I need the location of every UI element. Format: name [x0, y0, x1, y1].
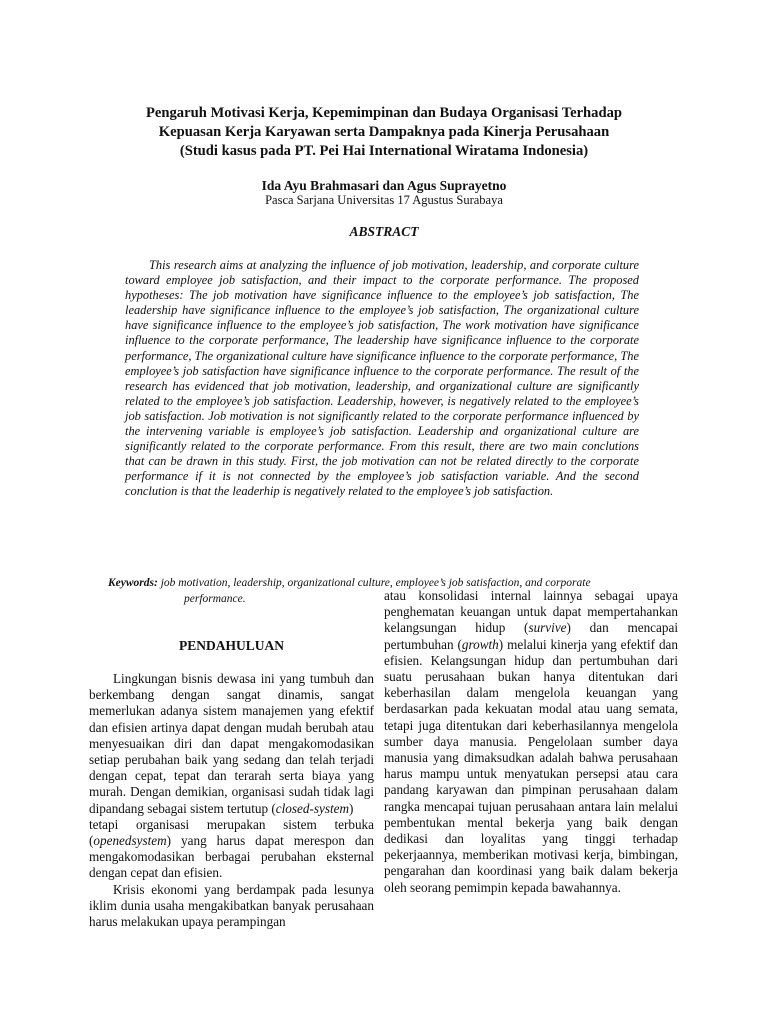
right-paragraph	[384, 588, 678, 896]
left-paragraph-3: Krisis ekonomi yang berdampak pada lesunya iklim dunia usaha mengakibatkan banyak perusahaan harus melakukan upaya perampingan	[89, 881, 374, 930]
abstract-body: This research aims at analyzing the influence of job motivation, leadership, and corporate culture toward employee job satisfaction, and their impact to the corporate performance. The proposed hypotheses: The job motivation have significance influence to the employee’s job satisfaction, The leadership have significance influence to the employee’s job satisfaction, The organizational culture have significance influence to the employee’s job satisfaction, The work motivation have significance influence to the corporate performance, The leadership have significance influence to the corporate performance, The organizational culture have significance influence to the corporate performance, The employee’s job satisfaction have significance influence to the corporate performance. The result of the research has evidenced that job motivation, leadership, and organizational culture are significantly related to the employee’s job satisfaction. Leadership, however, is negatively related to the employee’s job satisfaction. Job motivation is not significantly related to the corporate performance influenced by the intervening variable is employee’s job satisfaction. Leadership and organizational culture are significantly related to the corporate performance. From this result, there are two main conclutions that can be drawn in this study. First, the job motivation can not be related directly to the corporate performance if it is not connected by the employee’s job satisfaction variable. And the second conclution is that the leaderhip is negatively related to the employee’s job satisfaction.	[125, 258, 639, 499]
keywords-text: job motivation, leadership, organizational culture, employee’s job satisfaction, and corporate	[160, 577, 591, 589]
left-p2-start: tetapi organisasi merupakan sistem terbuka (	[89, 816, 374, 849]
right-em-a: survive	[528, 620, 567, 636]
left-p1-em: closed-system	[275, 800, 350, 816]
affiliation: Pasca Sarjana Universitas 17 Agustus Surabaya	[265, 193, 503, 207]
left-p1-text: Lingkungan bisnis dewasa ini yang tumbuh dan berkembang dengan sangat dinamis, sangat memerlukan adanya sistem manajemen yang efektif dan efisien artinya dapat dengan mudah berubah atau menyesuaikan diri dan dapat mengakomodasikan setiap perubahan baik yang sedang dan telah terjadi dengan cepat, tepat dan terarah serta biaya yang murah. Dengan demikian, organisasi sudah tidak lagi dipandang sebagai sistem tertutup (	[89, 671, 374, 816]
title-line-2: Kepuasan Kerja Karyawan serta Dampaknya pada Kinerja Perusahaan	[158, 124, 610, 140]
title-line-3: (Studi kasus pada PT. Pei Hai International Wiratama Indonesia)	[179, 143, 589, 159]
right-column	[384, 588, 678, 896]
paper-title	[120, 104, 648, 161]
right-text-a: atau konsolidasi internal lainnya sebagai upaya penghematan keuangan untuk dapat mempertahankan kelangsungan hidup (	[384, 588, 678, 636]
left-paragraph-1	[89, 671, 374, 817]
left-p1-end: )	[349, 800, 354, 816]
right-text-c: ) melalui kinerja yang efektif dan efisien. Kelangsungan hidup dan pertumbuhan dari suatu perusahaan bukan hanya ditentukan dari keberhasilan dalam mengelola keuangan yang berdasarkan pada kekuatan modal atau uang semata, tetapi juga ditentukan dari keberhasilannya mengelola sumber daya manusia. Pengelolaan sumber daya manusia yang dimaksudkan adalah bahwa perusahaan harus mampu untuk menyatukan persepsi atau cara pandang karyawan dan pimpinan perusahaan dalam rangka mencapai tujuan perusahaan antara lain melalui pembentukan mental bekerja yang baik dengan dedikasi dan loyalitas yang tinggi terhadap pekerjaannya, memberikan motivasi kerja, bimbingan, pengarahan dan koordinasi yang baik dalam bekerja oleh seorang pemimpin kepada bawahannya.	[384, 636, 678, 895]
right-em-b: growth	[461, 636, 499, 652]
left-p2-em: openedsystem	[93, 833, 167, 849]
keywords-label: Keywords:	[108, 577, 158, 589]
keywords-line-2: performance.	[184, 593, 246, 605]
left-paragraph-2	[89, 817, 374, 882]
section-heading-pendahuluan: PENDAHULUAN	[178, 638, 284, 653]
right-text-b: ) dan mencapai pertumbuhan (	[384, 620, 678, 652]
left-p2-rest: ) yang harus dapat merespon dan mengakomodasikan berbagai perubahan eksternal dengan cepat dan efisien.	[89, 833, 374, 881]
abstract-heading: ABSTRACT	[349, 224, 419, 239]
title-line-1: Pengaruh Motivasi Kerja, Kepemimpinan dan Budaya Organisasi Terhadap	[146, 105, 622, 121]
left-column	[89, 671, 374, 930]
authors: Ida Ayu Brahmasari dan Agus Suprayetno	[261, 178, 507, 193]
